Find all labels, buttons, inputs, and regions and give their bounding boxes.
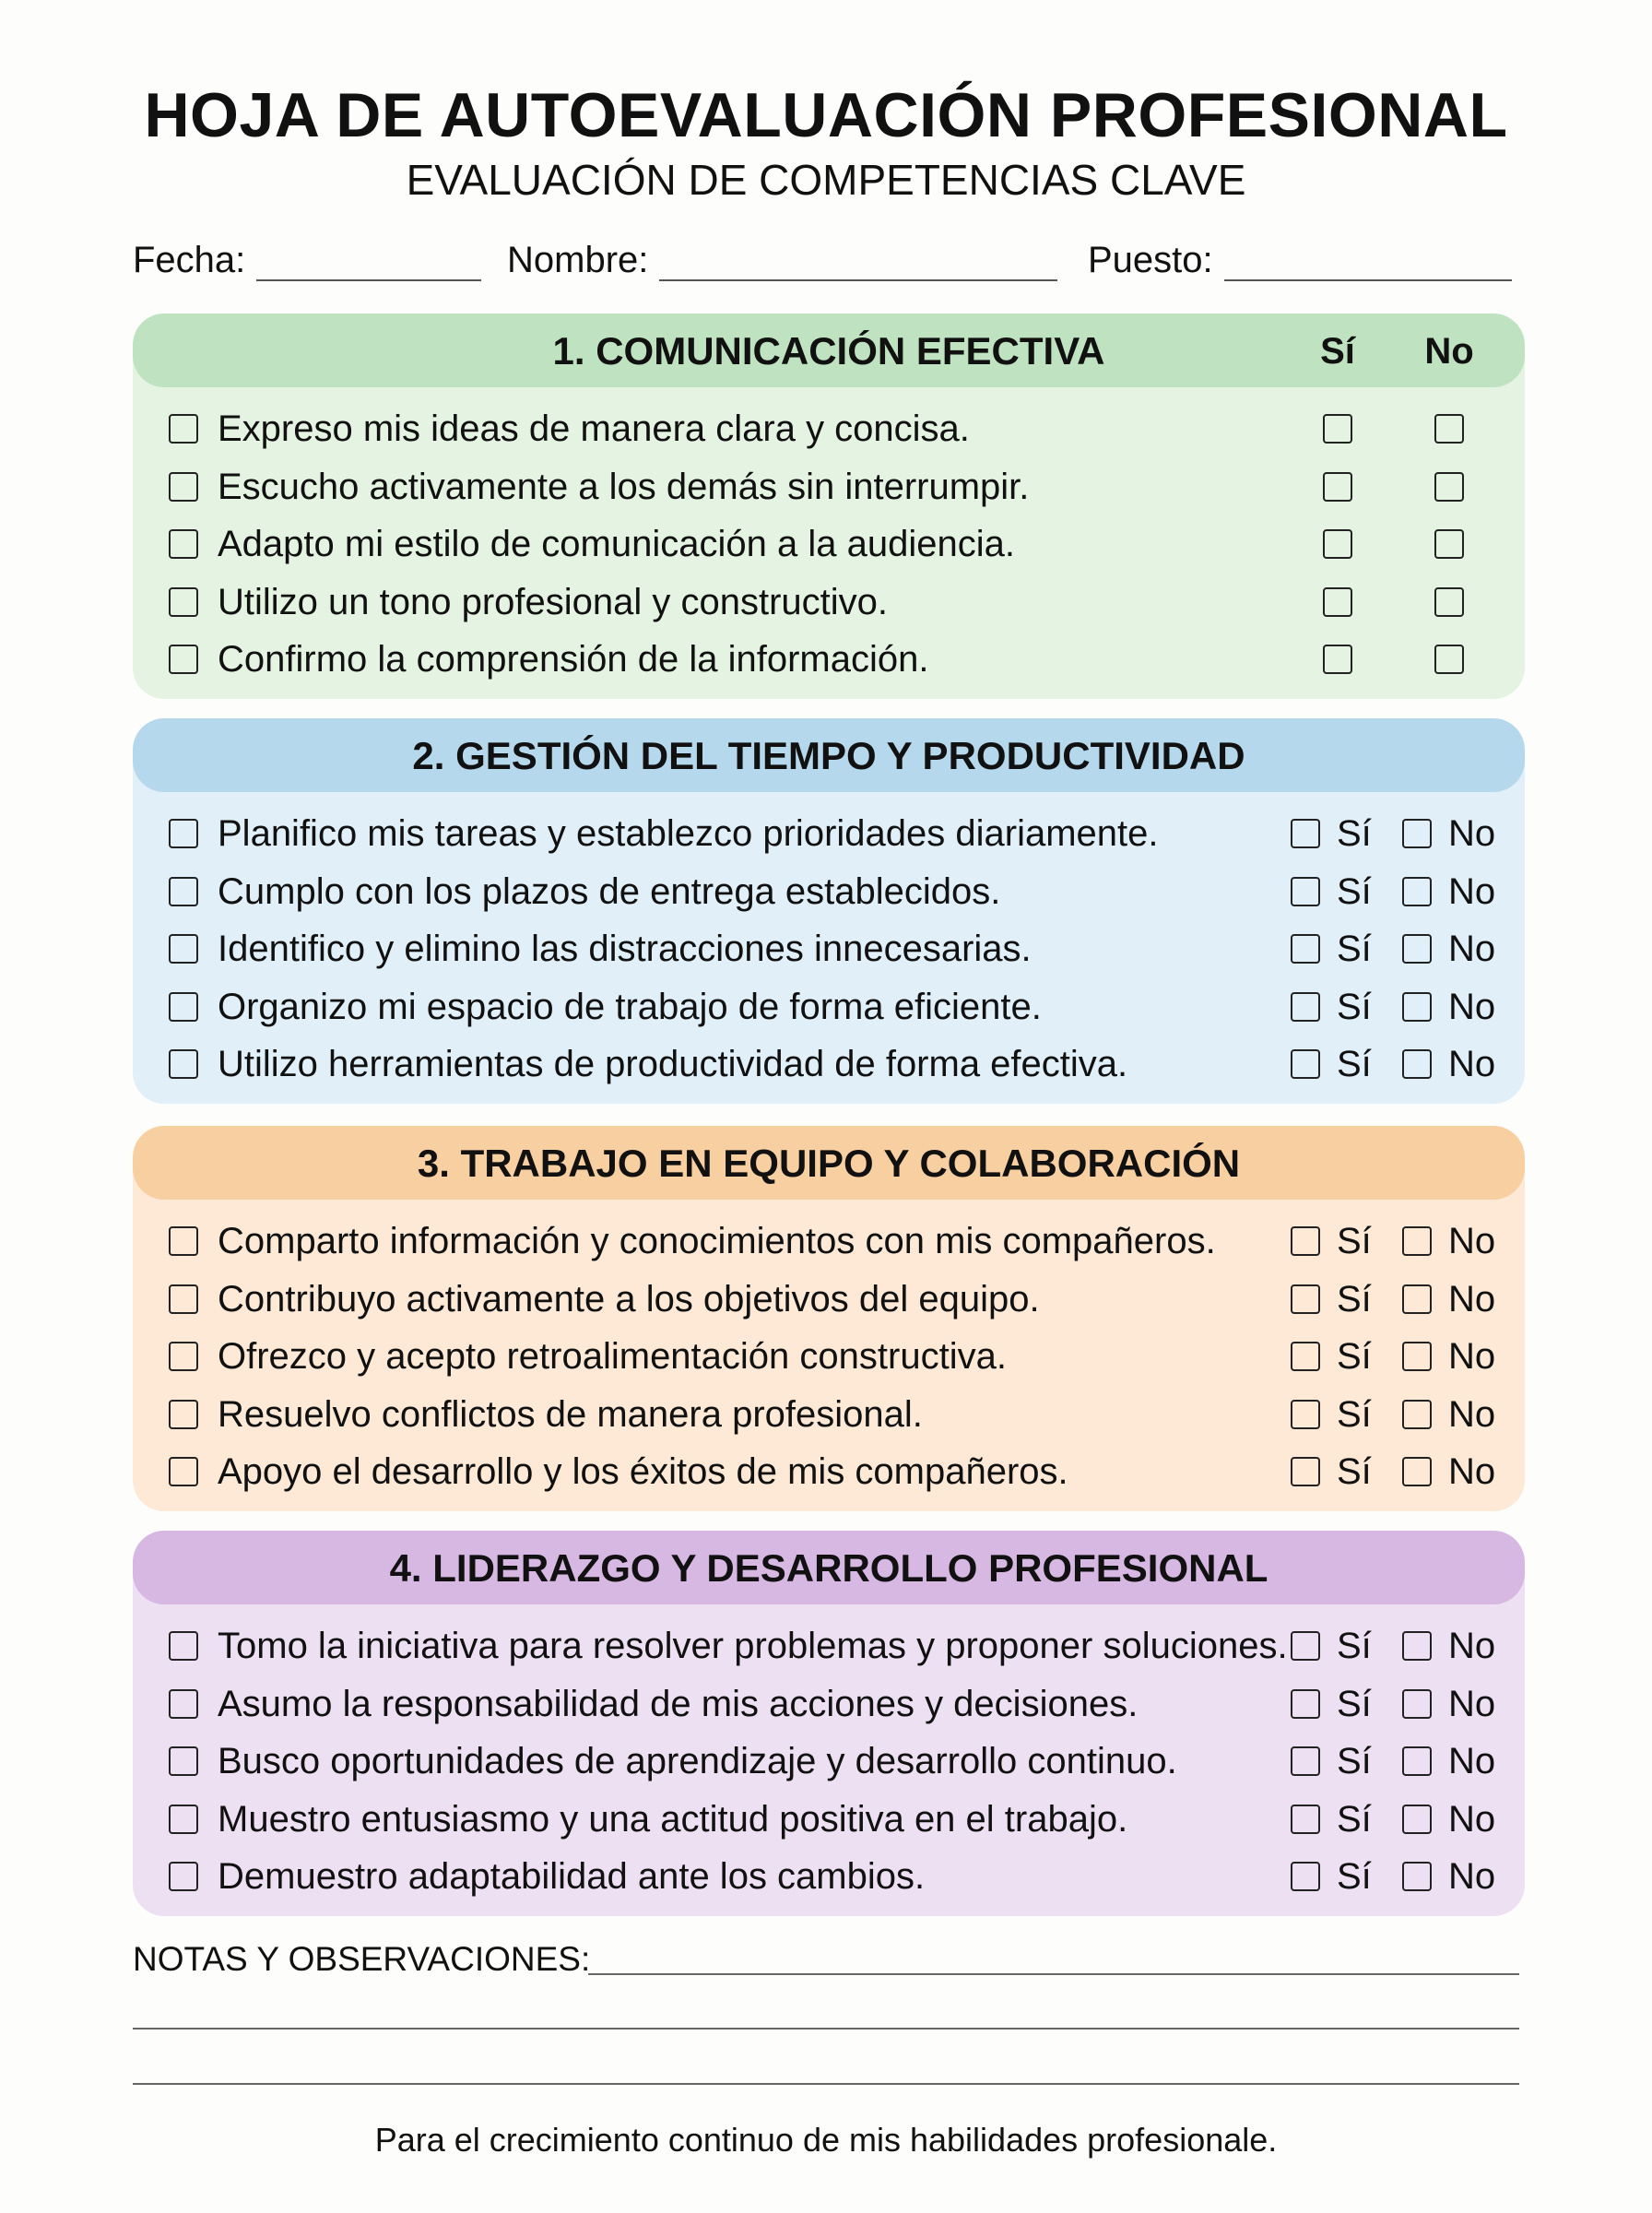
item-text: Demuestro adaptabilidad ante los cambios. xyxy=(218,1856,926,1897)
checklist-item xyxy=(133,811,1525,857)
checklist-item xyxy=(133,1041,1525,1087)
item-checkbox[interactable] xyxy=(169,1805,198,1834)
item-checkbox[interactable] xyxy=(169,472,198,502)
no-label: No xyxy=(1448,1393,1496,1435)
item-text: Confirmo la comprensión de la información. xyxy=(218,639,929,680)
section-title: 3. TRABAJO EN EQUIPO Y COLABORACIÓN xyxy=(417,1142,1241,1185)
yes-label: Sí xyxy=(1337,1278,1372,1320)
no-label: No xyxy=(1448,1741,1496,1781)
section-1 xyxy=(133,314,1525,699)
yes-label: Sí xyxy=(1337,1856,1372,1897)
item-text: Resuelvo conflictos de manera profesional. xyxy=(218,1393,923,1435)
no-label: No xyxy=(1448,1336,1496,1377)
no-label: No xyxy=(1448,929,1496,969)
yes-label: Sí xyxy=(1337,986,1372,1027)
footer-text: Para el crecimiento continuo de mis habilidades profesionale. xyxy=(374,2121,1278,2159)
nombre-input[interactable] xyxy=(659,243,1057,281)
yes-label: Sí xyxy=(1337,1798,1372,1840)
item-checkbox[interactable] xyxy=(169,934,198,964)
no-checkbox[interactable] xyxy=(1434,645,1464,674)
section-header xyxy=(133,718,1525,792)
checklist-item xyxy=(133,1276,1525,1322)
item-text: Busco oportunidades de aprendizaje y desarrollo continuo. xyxy=(218,1741,1177,1781)
no-checkbox[interactable] xyxy=(1402,1400,1432,1429)
checklist-item xyxy=(133,636,1525,682)
item-text: Adapto mi estilo de comunicación a la audiencia. xyxy=(218,524,1015,564)
checklist-item xyxy=(133,1796,1525,1842)
checklist-item xyxy=(133,926,1525,972)
checklist-item xyxy=(133,1853,1525,1899)
no-label: No xyxy=(1448,813,1496,854)
notes-label: NOTAS Y OBSERVACIONES: xyxy=(133,1940,591,1978)
item-text: Ofrezco y acepto retroalimentación constructiva. xyxy=(218,1336,1007,1377)
puesto-label: Puesto: xyxy=(1088,240,1213,280)
yes-checkbox[interactable] xyxy=(1291,992,1320,1022)
no-checkbox[interactable] xyxy=(1434,587,1464,617)
no-label: No xyxy=(1448,870,1496,912)
section-3 xyxy=(133,1126,1525,1511)
checklist-item xyxy=(133,1333,1525,1379)
no-checkbox[interactable] xyxy=(1402,819,1432,848)
yes-checkbox[interactable] xyxy=(1291,1226,1320,1256)
item-checkbox[interactable] xyxy=(169,1689,198,1719)
no-checkbox[interactable] xyxy=(1402,1284,1432,1314)
yes-label: Sí xyxy=(1337,870,1372,912)
section-header xyxy=(133,314,1525,387)
no-label: No xyxy=(1448,986,1496,1027)
yes-checkbox[interactable] xyxy=(1323,587,1352,617)
notes-line-2[interactable] xyxy=(133,2028,1519,2030)
no-label: No xyxy=(1448,1626,1496,1666)
item-checkbox[interactable] xyxy=(169,877,198,906)
yes-checkbox[interactable] xyxy=(1291,1400,1320,1429)
yes-checkbox[interactable] xyxy=(1291,1284,1320,1314)
yes-checkbox[interactable] xyxy=(1291,934,1320,964)
yes-label: Sí xyxy=(1337,929,1372,969)
yes-checkbox[interactable] xyxy=(1291,1689,1320,1719)
section-header xyxy=(133,1531,1525,1604)
item-text: Expreso mis ideas de manera clara y concisa. xyxy=(218,408,970,449)
section-title: 1. COMUNICACIÓN EFECTIVA xyxy=(552,329,1105,373)
item-checkbox[interactable] xyxy=(169,1746,198,1776)
yes-label: Sí xyxy=(1337,1221,1372,1261)
no-checkbox[interactable] xyxy=(1402,1746,1432,1776)
fecha-input[interactable] xyxy=(256,243,481,281)
item-text: Utilizo herramientas de productividad de forma efectiva. xyxy=(218,1044,1128,1084)
checklist-item xyxy=(133,1738,1525,1784)
item-checkbox[interactable] xyxy=(169,1400,198,1429)
item-checkbox[interactable] xyxy=(169,1631,198,1661)
yes-label: Sí xyxy=(1337,1393,1372,1435)
nombre-field xyxy=(507,240,1057,281)
checklist-item xyxy=(133,1218,1525,1264)
checklist-item xyxy=(133,521,1525,567)
yes-checkbox[interactable] xyxy=(1291,1862,1320,1891)
yes-checkbox[interactable] xyxy=(1291,1457,1320,1486)
no-label: No xyxy=(1448,1798,1496,1840)
no-checkbox[interactable] xyxy=(1434,472,1464,502)
page-title: HOJA DE AUTOEVALUACIÓN PROFESIONAL xyxy=(144,80,1508,150)
notes-line-1[interactable] xyxy=(588,1973,1519,1975)
yes-checkbox[interactable] xyxy=(1291,1049,1320,1079)
section-title: 4. LIDERAZGO Y DESARROLLO PROFESIONAL xyxy=(389,1546,1268,1590)
item-text: Identifico y elimino las distracciones innecesarias. xyxy=(218,929,1032,969)
no-column-header: No xyxy=(1424,331,1474,372)
yes-checkbox[interactable] xyxy=(1323,414,1352,444)
fecha-label: Fecha: xyxy=(133,240,246,280)
yes-label: Sí xyxy=(1337,1451,1372,1492)
yes-checkbox[interactable] xyxy=(1323,472,1352,502)
no-checkbox[interactable] xyxy=(1402,1049,1432,1079)
no-checkbox[interactable] xyxy=(1402,1342,1432,1371)
no-checkbox[interactable] xyxy=(1434,414,1464,444)
puesto-field xyxy=(1088,240,1512,281)
no-checkbox[interactable] xyxy=(1402,934,1432,964)
yes-column-header: Sí xyxy=(1320,331,1355,372)
item-checkbox[interactable] xyxy=(169,819,198,848)
item-text: Tomo la iniciativa para resolver problemas y proponer soluciones. xyxy=(218,1626,1288,1666)
checklist-item xyxy=(133,1681,1525,1727)
no-label: No xyxy=(1448,1044,1496,1084)
yes-checkbox[interactable] xyxy=(1291,1805,1320,1834)
no-checkbox[interactable] xyxy=(1402,1805,1432,1834)
no-checkbox[interactable] xyxy=(1402,1689,1432,1719)
checklist-item xyxy=(133,1449,1525,1495)
no-checkbox[interactable] xyxy=(1402,1457,1432,1486)
nombre-label: Nombre: xyxy=(507,240,649,280)
item-text: Comparto información y conocimientos con mis compañeros. xyxy=(218,1221,1216,1261)
item-checkbox[interactable] xyxy=(169,529,198,559)
yes-label: Sí xyxy=(1337,1741,1372,1781)
yes-checkbox[interactable] xyxy=(1291,819,1320,848)
no-label: No xyxy=(1448,1221,1496,1261)
yes-checkbox[interactable] xyxy=(1323,529,1352,559)
yes-label: Sí xyxy=(1337,1683,1372,1724)
checklist-item xyxy=(133,1623,1525,1669)
checklist-item xyxy=(133,579,1525,625)
item-text: Utilizo un tono profesional y constructivo. xyxy=(218,581,889,622)
checklist-item xyxy=(133,869,1525,915)
item-checkbox[interactable] xyxy=(169,1284,198,1314)
item-text: Muestro entusiasmo y una actitud positiva en el trabajo. xyxy=(218,1798,1128,1840)
section-2 xyxy=(133,718,1525,1104)
no-checkbox[interactable] xyxy=(1434,529,1464,559)
yes-checkbox[interactable] xyxy=(1291,877,1320,906)
section-4 xyxy=(133,1531,1525,1916)
fecha-field xyxy=(133,240,481,281)
checklist-item xyxy=(133,984,1525,1030)
no-checkbox[interactable] xyxy=(1402,992,1432,1022)
yes-label: Sí xyxy=(1337,1044,1372,1084)
no-label: No xyxy=(1448,1856,1496,1897)
no-label: No xyxy=(1448,1278,1496,1320)
item-text: Contribuyo activamente a los objetivos del equipo. xyxy=(218,1278,1040,1320)
yes-checkbox[interactable] xyxy=(1291,1746,1320,1776)
yes-label: Sí xyxy=(1337,813,1372,854)
item-text: Asumo la responsabilidad de mis acciones y decisiones. xyxy=(218,1683,1139,1724)
puesto-input[interactable] xyxy=(1224,243,1512,281)
checklist-item xyxy=(133,1391,1525,1438)
item-checkbox[interactable] xyxy=(169,645,198,674)
item-checkbox[interactable] xyxy=(169,587,198,617)
item-checkbox[interactable] xyxy=(169,414,198,444)
yes-label: Sí xyxy=(1337,1626,1372,1666)
no-label: No xyxy=(1448,1451,1496,1492)
checklist-item xyxy=(133,464,1525,510)
item-checkbox[interactable] xyxy=(169,1457,198,1486)
yes-label: Sí xyxy=(1337,1336,1372,1377)
yes-checkbox[interactable] xyxy=(1291,1631,1320,1661)
no-checkbox[interactable] xyxy=(1402,1226,1432,1256)
item-text: Apoyo el desarrollo y los éxitos de mis compañeros. xyxy=(218,1451,1068,1492)
checklist-item xyxy=(133,406,1525,452)
no-checkbox[interactable] xyxy=(1402,1631,1432,1661)
item-text: Planifico mis tareas y establezco prioridades diariamente. xyxy=(218,813,1159,854)
item-checkbox[interactable] xyxy=(169,1342,198,1371)
item-text: Cumplo con los plazos de entrega establecidos. xyxy=(218,870,1001,912)
yes-checkbox[interactable] xyxy=(1323,645,1352,674)
no-checkbox[interactable] xyxy=(1402,1862,1432,1891)
item-text: Escucho activamente a los demás sin interrumpir. xyxy=(218,466,1030,507)
item-text: Organizo mi espacio de trabajo de forma eficiente. xyxy=(218,986,1042,1027)
item-checkbox[interactable] xyxy=(169,1862,198,1891)
page-subtitle: EVALUACIÓN DE COMPETENCIAS CLAVE xyxy=(406,156,1246,204)
section-title: 2. GESTIÓN DEL TIEMPO Y PRODUCTIVIDAD xyxy=(412,734,1245,777)
no-checkbox[interactable] xyxy=(1402,877,1432,906)
notes-line-3[interactable] xyxy=(133,2083,1519,2085)
item-checkbox[interactable] xyxy=(169,992,198,1022)
item-checkbox[interactable] xyxy=(169,1049,198,1079)
yes-checkbox[interactable] xyxy=(1291,1342,1320,1371)
section-header xyxy=(133,1126,1525,1200)
no-label: No xyxy=(1448,1683,1496,1724)
item-checkbox[interactable] xyxy=(169,1226,198,1256)
